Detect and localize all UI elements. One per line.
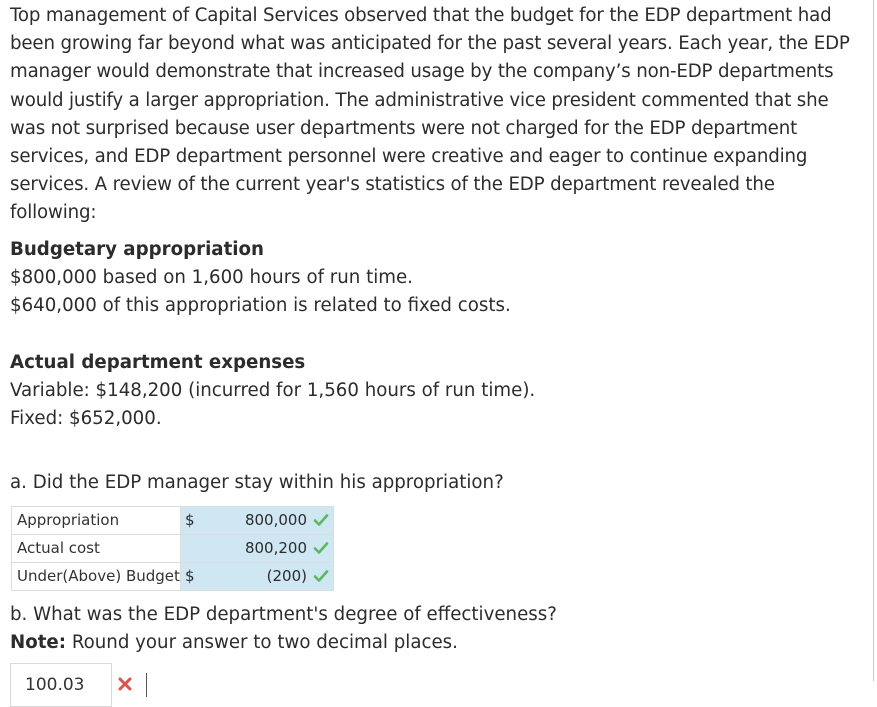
check-icon [312,539,330,557]
note-label: Note: [10,631,67,653]
cell-value: 800,000 [244,511,307,530]
check-icon [312,511,330,529]
cell-value: (200) [266,567,307,586]
row-label: Under(Above) Budget [12,562,181,590]
row-label: Appropriation [12,506,181,534]
table-row [12,506,334,534]
effectiveness-input[interactable]: 100.03 [10,663,112,707]
currency-symbol [181,534,208,562]
question-a: a. Did the EDP manager stay within his appropriation? [10,471,504,493]
check-icon [312,567,330,585]
cell-value: 800,200 [244,539,307,558]
row-label: Actual cost [12,534,181,562]
actual-line-2: Fixed: $652,000. [10,407,162,429]
question-content [10,0,860,707]
budgetary-line-1: $800,000 based on 1,600 hours of run time. [10,266,413,288]
budgetary-title: Budgetary appropriation [10,238,264,260]
actual-cost-input[interactable] [207,534,334,562]
actual-title: Actual department expenses [10,351,306,373]
table-row [12,562,334,590]
page-right-border [873,0,874,681]
answer-table-a [11,506,334,591]
note-text: Round your answer to two decimal places. [71,631,458,653]
actual-line-1: Variable: $148,200 (incurred for 1,560 hours of run time). [10,379,536,401]
currency-symbol: $ [181,506,208,534]
rounding-note [10,629,860,657]
appropriation-input[interactable] [207,506,334,534]
under-above-budget-input[interactable] [207,562,334,590]
spacer [10,320,860,349]
problem-intro: Top management of Capital Services observed that the budget for the EDP department had been growing far beyond what was anticipated for the past several years. Each year, the EDP manager would demonstrate that increased usage by the company’s non-EDP departments would justify a larger appropriation. The administrative vice president commented that she was not surprised because user departments were not charged for the EDP department services, and EDP department personnel were creative and eager to continue expanding services. A review of the current year's statistics of the EDP department revealed the following: [10,5,850,224]
currency-symbol: $ [181,562,208,590]
text-cursor [146,673,147,697]
budgetary-line-2: $640,000 of this appropriation is related to fixed costs. [10,294,511,316]
incorrect-x-icon [118,677,132,691]
table-row [12,534,334,562]
question-b: b. What was the EDP department's degree of effectiveness? [10,603,557,625]
answer-row-b [10,663,860,707]
